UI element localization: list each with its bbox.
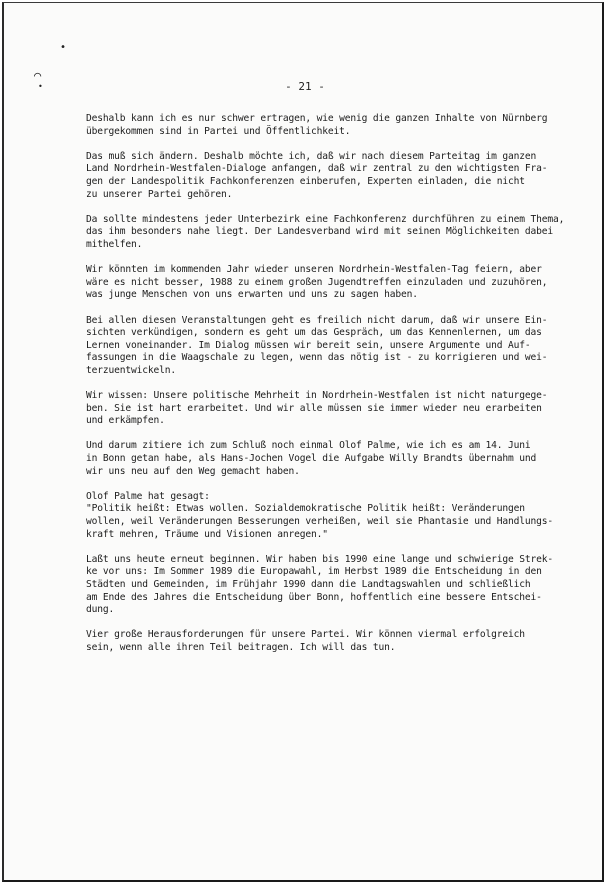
text-line: Und darum zitiere ich zum Schluß noch einmal Olof Palme, wie ich es am 14. Juni	[86, 440, 531, 452]
text-line: was junge Menschen von uns erwarten und uns zu sagen haben.	[86, 289, 418, 301]
text-line: und erkämpfen.	[86, 415, 165, 427]
paragraph	[86, 315, 556, 378]
paragraph	[86, 491, 556, 541]
text-line: Das muß sich ändern. Deshalb möchte ich, daß wir nach diesem Parteitag im ganzen	[86, 150, 537, 162]
text-line: ke vor uns: Im Sommer 1989 die Europawahl, im Herbst 1989 die Entscheidung in den	[86, 566, 542, 578]
text-line: Da sollte mindestens jeder Unterbezirk eine Fachkonferenz durchführen zu einem Thema,	[86, 213, 565, 225]
text-line: zu unserer Partei gehören.	[86, 188, 233, 200]
text-line: wollen, weil Veränderungen Besserungen verheißen, weil sie Phantasie und Handlungs-	[86, 516, 553, 527]
text-line: wir uns neu auf den Weg gemacht haben.	[86, 465, 300, 477]
text-line: Bei allen diesen Veranstaltungen geht es freilich nicht darum, daß wir unsere Ein-	[86, 314, 548, 326]
paragraph	[86, 151, 556, 201]
text-line: Wir wissen: Unsere politische Mehrheit in Nordrhein-Westfalen ist nicht naturgege-	[86, 390, 548, 402]
text-line: in Bonn getan habe, als Hans-Jochen Vogel die Aufgabe Willy Brandts übernahm und	[86, 453, 537, 465]
text-line: terzuentwickeln.	[86, 364, 177, 376]
paragraph	[86, 113, 556, 138]
text-line: übergekommen sind in Partei und Öffentlichkeit.	[86, 125, 351, 137]
text-line: gen der Landespolitik Fachkonferenzen einberufen, Experten einladen, die nicht	[86, 175, 525, 187]
text-line: Olof Palme hat gesagt:	[86, 490, 210, 502]
text-line: kraft mehren, Träume und Visionen anregen."	[86, 528, 328, 540]
text-line: Deshalb kann ich es nur schwer ertragen, wie wenig die ganzen Inhalte von Nürnberg	[86, 113, 548, 124]
scan-speck: •	[60, 42, 67, 53]
text-line: sein, wenn alle ihren Teil beitragen. Ich will das tun.	[86, 641, 396, 653]
text-line: mithelfen.	[86, 238, 143, 250]
text-line: Städten und Gemeinden, im Frühjahr 1990 dann die Landtagswahlen und schließlich	[86, 578, 531, 590]
paragraph	[86, 390, 556, 428]
paragraph	[86, 264, 556, 302]
text-line: Land Nordrhein-Westfalen-Dialoge anfangen, daß wir zentral zu den wichtigsten Fra-	[86, 163, 548, 175]
page-number: - 21 -	[285, 80, 325, 93]
text-line: sichten verkündigen, sondern es geht um das Gespräch, um das Kennenlernen, um das	[86, 327, 542, 339]
text-line: Laßt uns heute erneut beginnen. Wir haben bis 1990 eine lange und schwierige Strek-	[86, 553, 553, 565]
text-line: Wir könnten im kommenden Jahr wieder unseren Nordrhein-Westfalen-Tag feiern, aber	[86, 264, 542, 276]
text-line: das ihm besonders nahe liegt. Der Landesverband wird mit seinen Möglichkeiten dabei	[86, 226, 553, 238]
scan-speck: •	[38, 82, 43, 91]
scan-mark: ⌒	[34, 68, 42, 82]
text-line: "Politik heißt: Etwas wollen. Sozialdemokratische Politik heißt: Veränderungen	[86, 503, 525, 515]
paragraph	[86, 213, 565, 252]
text-line: dung.	[86, 604, 115, 616]
paragraph	[86, 440, 556, 478]
text-line: ben. Sie ist hart erarbeitet. Und wir alle müssen sie immer wieder neu erarbeiten	[86, 402, 542, 414]
text-line: am Ende des Jahres die Entscheidung über Bonn, hoffentlich eine bessere Entschei-	[86, 591, 542, 603]
text-line: Vier große Herausforderungen für unsere Partei. Wir können viermal erfolgreich	[86, 629, 525, 641]
text-line: fassungen in die Waagschale zu legen, wenn das nötig ist - zu korrigieren und wei-	[86, 352, 548, 364]
text-line: Lernen voneinander. Im Dialog müssen wir bereit sein, unsere Argumente und Auf-	[86, 339, 531, 351]
paragraph	[86, 629, 556, 654]
text-line: wäre es nicht besser, 1988 zu einem großen Jugendtreffen einzuladen und zuzuhören,	[86, 276, 548, 288]
paragraph	[86, 554, 556, 617]
document-body	[86, 113, 565, 667]
